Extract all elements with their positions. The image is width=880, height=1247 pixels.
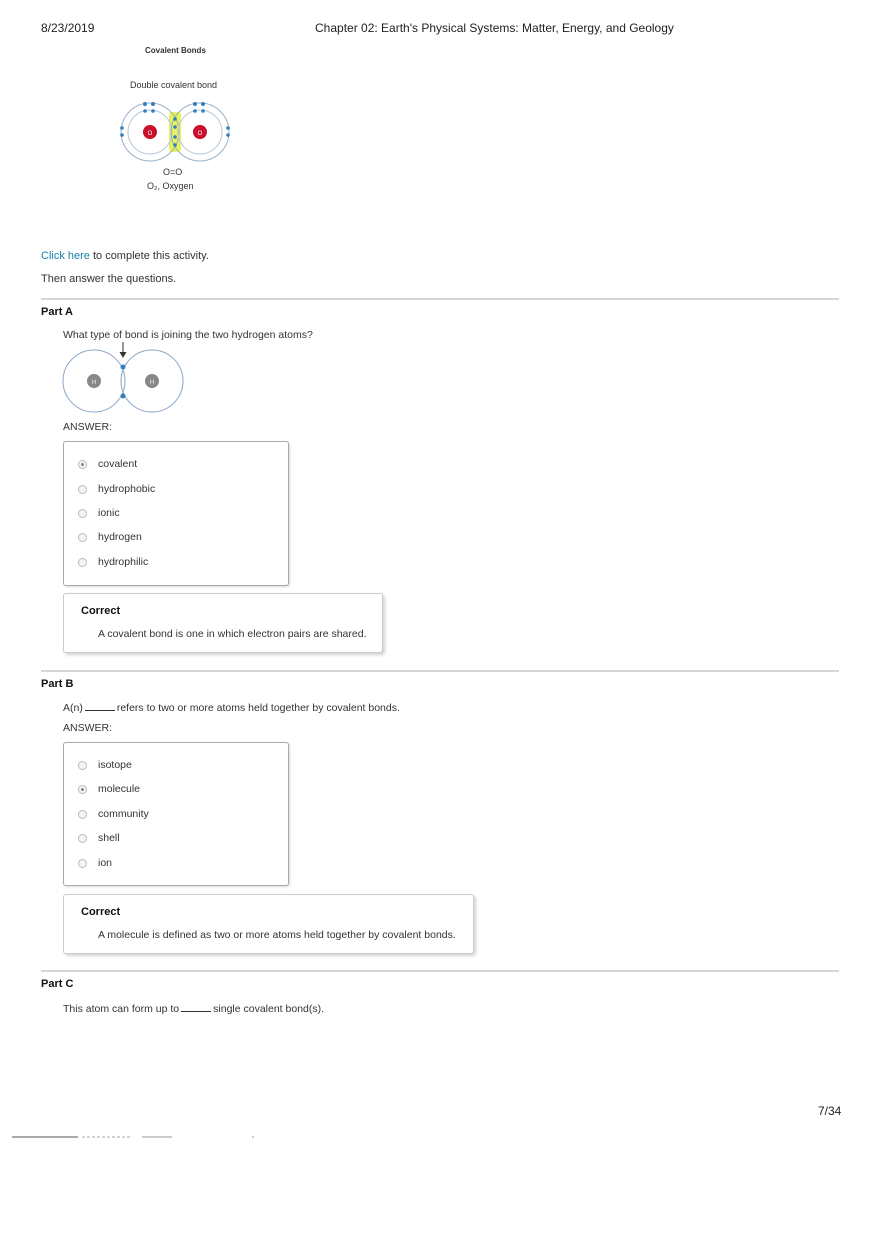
part-a-option-covalent[interactable]: covalent [78, 458, 137, 470]
part-a-feedback [63, 593, 383, 653]
part-a-question: What type of bond is joining the two hydrogen atoms? [63, 329, 313, 341]
fill-in-blank [85, 701, 115, 711]
part-b-question: A(n) refers to two or more atoms held together by covalent bonds. [63, 702, 400, 714]
part-a-option-hydrogen[interactable]: hydrogen [78, 531, 142, 543]
radio-button[interactable] [78, 533, 87, 542]
part-a-option-ionic[interactable]: ionic [78, 507, 120, 519]
figure-subtitle: Double covalent bond [130, 80, 218, 90]
part-b-option-ion[interactable]: ion [78, 857, 112, 869]
divider [41, 970, 839, 972]
oxygen-nucleus-label-right: O [197, 131, 203, 137]
hydrogen-bond-diagram [60, 340, 188, 416]
part-c-title: Part C [41, 978, 74, 990]
clipped-footer-remnant [12, 1134, 262, 1140]
hydrogen-nucleus-label-right: H [149, 380, 155, 386]
radio-button-selected[interactable] [78, 460, 87, 469]
divider [41, 670, 839, 672]
feedback-title: Correct [81, 605, 121, 617]
part-b-option-community[interactable]: community [78, 808, 149, 820]
part-a-option-hydrophobic[interactable]: hydrophobic [78, 483, 155, 495]
figure-formula: O=O [163, 167, 183, 177]
part-a-answer-label: ANSWER: [63, 421, 113, 433]
page-number: 7/34 [818, 1104, 842, 1118]
part-b-option-shell[interactable]: shell [78, 832, 120, 844]
fill-in-blank [181, 1002, 211, 1012]
radio-button-selected[interactable] [78, 785, 87, 794]
radio-button[interactable] [78, 558, 87, 567]
shared-electron-bottom [121, 394, 126, 399]
part-a-option-hydrophilic[interactable]: hydrophilic [78, 556, 148, 568]
oxygen-double-bond-diagram [116, 97, 238, 167]
part-b-title: Part B [41, 678, 74, 690]
activity-line [41, 250, 209, 262]
part-a-title: Part A [41, 306, 73, 318]
print-date: 8/23/2019 [41, 21, 95, 35]
radio-button[interactable] [78, 485, 87, 494]
part-b-answer-box [63, 742, 289, 886]
part-b-option-isotope[interactable]: isotope [78, 759, 132, 771]
radio-button[interactable] [78, 859, 87, 868]
page-title: Chapter 02: Earth's Physical Systems: Matter, Energy, and Geology [315, 21, 674, 35]
pointer-arrow-head [120, 352, 127, 358]
oxygen-nucleus-label-left: O [147, 131, 153, 137]
feedback-title: Correct [81, 906, 121, 918]
feedback-text: A covalent bond is one in which electron pairs are shared. [98, 628, 367, 640]
figure-title: Covalent Bonds [145, 46, 206, 55]
part-c-question: This atom can form up to single covalent bond(s). [63, 1003, 325, 1015]
hydrogen-nucleus-label-left: H [91, 380, 97, 386]
part-b-feedback [63, 894, 474, 954]
activity-line-text: to complete this activity. [89, 250, 209, 262]
shared-electron-top [121, 365, 126, 370]
then-answer-text: Then answer the questions. [41, 273, 177, 285]
click-here-link[interactable]: Click here [41, 250, 90, 262]
part-b-option-molecule[interactable]: molecule [78, 783, 140, 795]
part-b-answer-label: ANSWER: [63, 722, 113, 734]
radio-button[interactable] [78, 834, 87, 843]
radio-button[interactable] [78, 761, 87, 770]
radio-button[interactable] [78, 810, 87, 819]
figure-caption: O₂, Oxygen [147, 181, 194, 191]
radio-button[interactable] [78, 509, 87, 518]
feedback-text: A molecule is defined as two or more atoms held together by covalent bonds. [98, 929, 456, 941]
part-a-answer-box [63, 441, 289, 586]
divider [41, 298, 839, 300]
